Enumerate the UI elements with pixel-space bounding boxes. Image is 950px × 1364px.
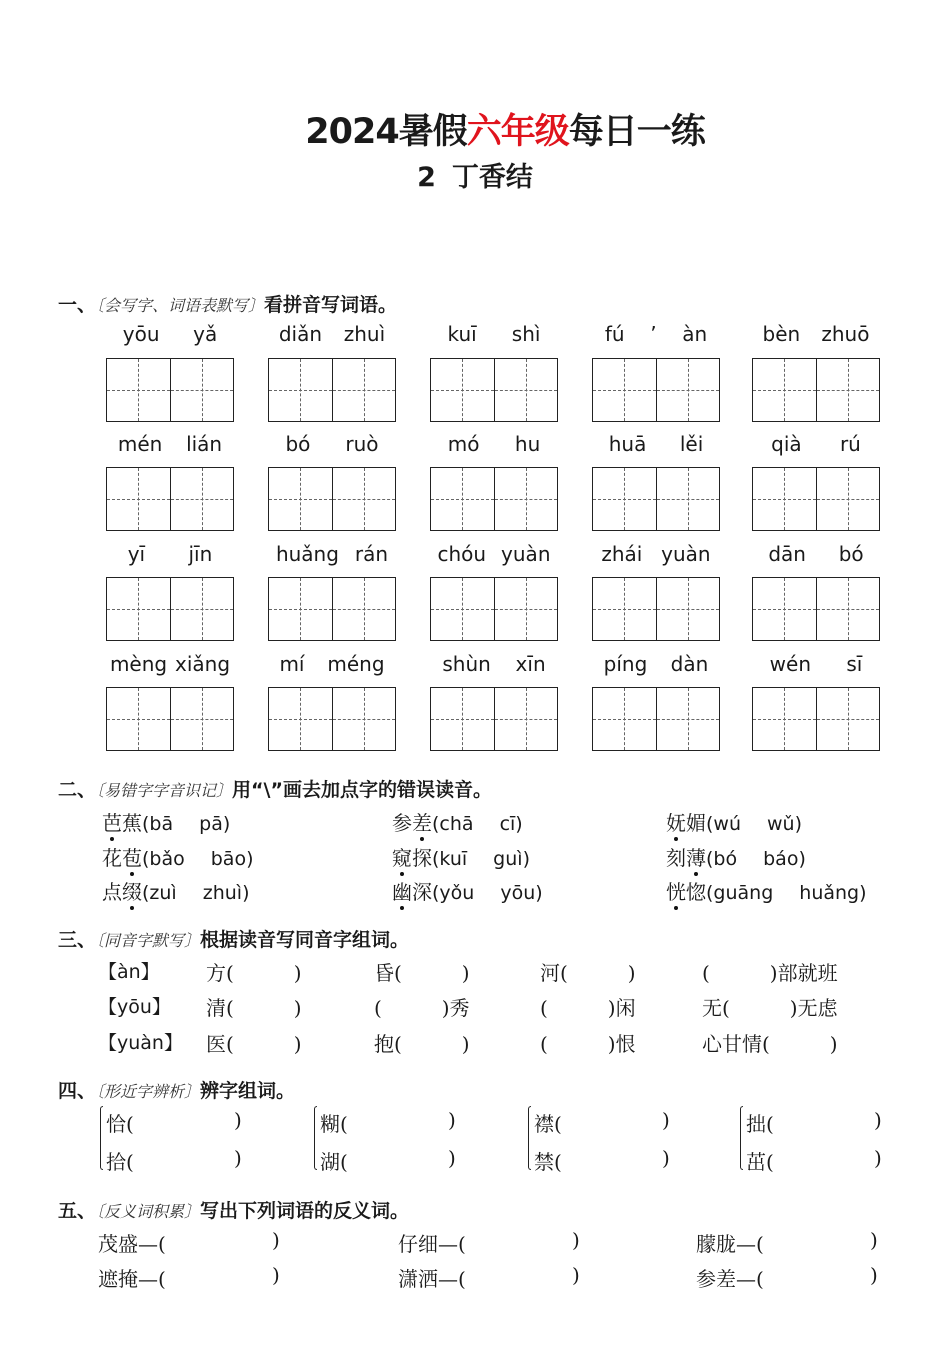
char: 差 bbox=[412, 807, 432, 836]
antonym-blank[interactable]: 仔细—( bbox=[398, 1232, 466, 1256]
pinyin-syllable: fú bbox=[604, 322, 625, 346]
paren-close: ) bbox=[222, 813, 231, 835]
pinyin-syllable: zhuō bbox=[821, 322, 870, 346]
grid-cell[interactable] bbox=[431, 578, 494, 640]
pinyin-syllable: xīn bbox=[515, 652, 546, 676]
grid-cell[interactable] bbox=[431, 688, 494, 750]
grid-cell[interactable] bbox=[753, 578, 816, 640]
paren-close: ) bbox=[448, 1108, 456, 1132]
pinyin-syllable: bó bbox=[285, 432, 311, 456]
writing-grid[interactable] bbox=[752, 687, 880, 751]
writing-grid[interactable] bbox=[430, 577, 558, 641]
section-1-heading: 一、〔会写字、词语表默写〕看拼音写词语。 bbox=[58, 294, 398, 316]
writing-grid[interactable] bbox=[268, 467, 396, 531]
grid-cell[interactable] bbox=[269, 359, 332, 421]
pinyin-option[interactable]: bǎo bbox=[149, 848, 185, 870]
brace bbox=[528, 1106, 531, 1170]
fill-in-blank[interactable]: 清( ) bbox=[206, 996, 302, 1020]
pinyin-option[interactable]: wú bbox=[713, 813, 742, 835]
fill-in-blank[interactable]: ( )恨 bbox=[540, 1032, 636, 1056]
fill-in-blank[interactable]: 方( ) bbox=[206, 961, 302, 985]
pinyin-label bbox=[106, 542, 234, 566]
paren-open: ( bbox=[142, 813, 150, 835]
pinyin-option[interactable]: wǔ bbox=[767, 813, 795, 835]
grid-cell[interactable] bbox=[753, 688, 816, 750]
grid-cell[interactable] bbox=[269, 688, 332, 750]
pinyin-label bbox=[268, 322, 396, 346]
pinyin-syllable: rán bbox=[354, 542, 389, 566]
paren-close: ) bbox=[448, 1146, 456, 1170]
pinyin-option[interactable]: zuì bbox=[149, 882, 177, 904]
writing-grid[interactable] bbox=[430, 358, 558, 422]
paren-close: ) bbox=[859, 882, 867, 904]
pinyin-label bbox=[430, 322, 558, 346]
word-blank[interactable]: 糊( bbox=[320, 1112, 348, 1136]
char: 参 bbox=[392, 811, 412, 835]
fill-in-blank[interactable]: 无( )无虑 bbox=[702, 996, 838, 1020]
writing-grid[interactable] bbox=[106, 687, 234, 751]
grid-cell[interactable] bbox=[753, 468, 816, 530]
pinyin-option[interactable]: zhuì bbox=[202, 882, 243, 904]
grid-cell[interactable] bbox=[170, 359, 234, 421]
page-title bbox=[0, 104, 950, 154]
char: 缀 bbox=[122, 876, 142, 905]
grid-cell[interactable] bbox=[816, 688, 880, 750]
pinyin-label bbox=[752, 432, 880, 456]
fill-in-blank[interactable]: 医( ) bbox=[206, 1032, 302, 1056]
pinyin-syllable: jīn bbox=[188, 542, 213, 566]
pinyin-label bbox=[268, 542, 396, 566]
lesson-title bbox=[0, 155, 950, 194]
paren-close: ) bbox=[535, 882, 543, 904]
paren-close: ) bbox=[798, 848, 806, 870]
pinyin-label bbox=[268, 432, 396, 456]
title-grade: 六年级 bbox=[466, 112, 569, 152]
grid-cell[interactable] bbox=[107, 468, 170, 530]
pinyin-syllable: ruò bbox=[345, 432, 379, 456]
paren-close: ) bbox=[870, 1263, 878, 1287]
pinyin-syllable: mèng bbox=[109, 652, 168, 676]
pinyin-syllable: lián bbox=[186, 432, 223, 456]
grid-cell[interactable] bbox=[494, 578, 558, 640]
paren-close: ) bbox=[242, 882, 250, 904]
grid-cell[interactable] bbox=[332, 359, 396, 421]
fill-in-blank[interactable]: ( )闲 bbox=[540, 996, 636, 1020]
pinyin-syllable: yǎ bbox=[193, 322, 218, 346]
writing-grid[interactable] bbox=[430, 687, 558, 751]
char: 蕉 bbox=[122, 811, 142, 835]
writing-grid[interactable] bbox=[592, 467, 720, 531]
pinyin-syllable: lěi bbox=[679, 432, 704, 456]
pinyin-label bbox=[752, 652, 880, 676]
paren-close: ) bbox=[662, 1108, 670, 1132]
paren-close: ) bbox=[515, 813, 523, 835]
word-pronunciation bbox=[392, 876, 543, 905]
writing-grid[interactable] bbox=[106, 577, 234, 641]
paren-close: ) bbox=[234, 1108, 242, 1132]
word-pronunciation bbox=[102, 876, 249, 905]
word-blank[interactable]: 茁( bbox=[746, 1150, 774, 1174]
pinyin-label bbox=[106, 652, 234, 676]
pinyin-syllable: bó bbox=[838, 542, 864, 566]
grid-cell[interactable] bbox=[494, 359, 558, 421]
pinyin-syllable: chóu bbox=[437, 542, 487, 566]
pinyin-label bbox=[430, 652, 558, 676]
pinyin-syllable: zhuì bbox=[343, 322, 386, 346]
pinyin-syllable: kuī bbox=[447, 322, 477, 346]
pinyin-option[interactable]: chā bbox=[439, 813, 474, 835]
pinyin-option[interactable]: kuī bbox=[439, 848, 468, 870]
char: 苞 bbox=[122, 842, 142, 871]
grid-cell[interactable] bbox=[816, 578, 880, 640]
char: 恍 bbox=[666, 876, 686, 905]
pinyin-label bbox=[268, 652, 396, 676]
pinyin-syllable: mén bbox=[117, 432, 163, 456]
paren-close: ) bbox=[874, 1108, 882, 1132]
word-blank[interactable]: 湖( bbox=[320, 1150, 348, 1174]
paren-close: ) bbox=[234, 1146, 242, 1170]
pinyin-syllable: píng bbox=[603, 652, 648, 676]
paren-open: ( bbox=[706, 813, 714, 835]
grid-cell[interactable] bbox=[816, 359, 880, 421]
pinyin-label: 【yōu】 bbox=[98, 996, 171, 1018]
paren-close: ) bbox=[662, 1146, 670, 1170]
grid-cell[interactable] bbox=[656, 359, 720, 421]
pinyin-syllable: diǎn bbox=[278, 322, 323, 346]
pinyin-syllable: zhái bbox=[601, 542, 643, 566]
grid-cell[interactable] bbox=[170, 468, 234, 530]
pinyin-syllable: yuàn bbox=[501, 542, 551, 566]
pinyin-syllable: dān bbox=[768, 542, 806, 566]
lesson-name: 丁香结 bbox=[451, 162, 533, 193]
pinyin-label bbox=[592, 652, 720, 676]
paren-close: ) bbox=[794, 813, 803, 835]
grid-cell[interactable] bbox=[431, 468, 494, 530]
fill-in-blank[interactable]: ( )秀 bbox=[374, 996, 470, 1020]
char: 妩 bbox=[666, 807, 686, 836]
writing-grid[interactable] bbox=[752, 467, 880, 531]
word-blank[interactable]: 禁( bbox=[534, 1150, 562, 1174]
paren-close: ) bbox=[870, 1228, 878, 1252]
antonym-blank[interactable]: 茂盛—( bbox=[98, 1232, 166, 1256]
title-suffix: 每日一练 bbox=[568, 112, 705, 152]
pinyin-syllable: bèn bbox=[762, 322, 801, 346]
paren-close: ) bbox=[246, 848, 254, 870]
fill-in-blank[interactable]: 抱( ) bbox=[374, 1032, 470, 1056]
title-year: 2024暑假 bbox=[305, 112, 467, 152]
word-pronunciation bbox=[102, 807, 230, 836]
pinyin-syllable: shì bbox=[511, 322, 541, 346]
pinyin-option[interactable]: báo bbox=[763, 848, 799, 870]
word-pronunciation bbox=[666, 842, 806, 871]
char: 薄 bbox=[686, 842, 706, 871]
word-pronunciation bbox=[666, 876, 867, 905]
word-pronunciation bbox=[392, 842, 530, 871]
pinyin-option[interactable]: cī bbox=[499, 813, 516, 835]
pinyin-syllable: xiǎng bbox=[175, 652, 231, 676]
pinyin-syllable: wén bbox=[769, 652, 811, 676]
writing-grid[interactable] bbox=[268, 687, 396, 751]
brace bbox=[314, 1106, 317, 1170]
writing-grid[interactable] bbox=[592, 577, 720, 641]
word-blank[interactable]: 襟( bbox=[534, 1112, 562, 1136]
pinyin-option[interactable]: bā bbox=[149, 813, 174, 835]
pinyin-syllable: huǎng bbox=[275, 542, 339, 566]
grid-cell[interactable] bbox=[431, 359, 494, 421]
char: 窥 bbox=[392, 842, 412, 871]
grid-cell[interactable] bbox=[656, 578, 720, 640]
section-3-heading: 三、〔同音字默写〕根据读音写同音字组词。 bbox=[58, 929, 410, 951]
char: 刻 bbox=[666, 846, 686, 870]
paren-open: ( bbox=[706, 848, 714, 870]
grid-cell[interactable] bbox=[107, 688, 170, 750]
pinyin-syllable: yuàn bbox=[661, 542, 711, 566]
char: 惚 bbox=[686, 880, 706, 904]
pinyin-label bbox=[106, 432, 234, 456]
grid-cell[interactable] bbox=[593, 359, 656, 421]
fill-in-blank[interactable]: 河( ) bbox=[540, 961, 636, 985]
grid-cell[interactable] bbox=[269, 578, 332, 640]
word-pronunciation bbox=[102, 842, 254, 871]
grid-cell[interactable] bbox=[494, 468, 558, 530]
pinyin-label: 【yuàn】 bbox=[98, 1032, 183, 1054]
pinyin-label bbox=[752, 322, 880, 346]
pinyin-option[interactable]: pā bbox=[199, 813, 223, 835]
pinyin-syllable: yī bbox=[127, 542, 146, 566]
fill-in-blank[interactable]: 昏( ) bbox=[374, 961, 470, 985]
pinyin-syllable: rú bbox=[839, 432, 861, 456]
antonym-blank[interactable]: 参差—( bbox=[696, 1267, 764, 1291]
grid-cell[interactable] bbox=[332, 688, 396, 750]
antonym-blank[interactable]: 朦胧—( bbox=[696, 1232, 764, 1256]
pinyin-syllable: àn bbox=[682, 322, 708, 346]
paren-close: ) bbox=[874, 1146, 882, 1170]
pinyin-option[interactable]: huǎng bbox=[799, 882, 860, 904]
pinyin-option[interactable]: bāo bbox=[210, 848, 247, 870]
writing-grid[interactable] bbox=[752, 577, 880, 641]
writing-grid[interactable] bbox=[268, 577, 396, 641]
word-pronunciation bbox=[392, 807, 523, 836]
writing-grid[interactable] bbox=[106, 467, 234, 531]
grid-cell[interactable] bbox=[107, 359, 170, 421]
brace bbox=[100, 1106, 103, 1170]
paren-close: ) bbox=[572, 1228, 580, 1252]
char: 探 bbox=[412, 846, 432, 870]
pinyin-label bbox=[752, 542, 880, 566]
pinyin-syllable: dàn bbox=[670, 652, 709, 676]
pinyin-syllable: mí bbox=[279, 652, 305, 676]
fill-in-blank[interactable]: ( )部就班 bbox=[702, 961, 838, 985]
grid-cell[interactable] bbox=[170, 578, 234, 640]
pinyin-syllable: hu bbox=[514, 432, 541, 456]
char: 花 bbox=[102, 846, 122, 870]
pinyin-syllable: huā bbox=[608, 432, 647, 456]
paren-close: ) bbox=[572, 1263, 580, 1287]
grid-cell[interactable] bbox=[816, 468, 880, 530]
paren-open: ( bbox=[706, 882, 714, 904]
pinyin-option[interactable]: yōu bbox=[500, 882, 536, 904]
word-blank[interactable]: 拾( bbox=[106, 1150, 134, 1174]
grid-cell[interactable] bbox=[269, 468, 332, 530]
pinyin-option[interactable]: bó bbox=[713, 848, 738, 870]
paren-close: ) bbox=[272, 1228, 280, 1252]
grid-cell[interactable] bbox=[170, 688, 234, 750]
writing-grid[interactable] bbox=[592, 358, 720, 422]
word-pronunciation bbox=[666, 807, 802, 836]
pinyin-syllable: qià bbox=[771, 432, 802, 456]
grid-cell[interactable] bbox=[107, 578, 170, 640]
pinyin-label bbox=[592, 322, 720, 346]
grid-cell[interactable] bbox=[494, 688, 558, 750]
char: 深 bbox=[412, 880, 432, 904]
pinyin-option[interactable]: guì bbox=[493, 848, 523, 870]
grid-cell[interactable] bbox=[593, 578, 656, 640]
pinyin-label bbox=[430, 542, 558, 566]
pinyin-option[interactable]: guāng bbox=[713, 882, 774, 904]
grid-cell[interactable] bbox=[593, 468, 656, 530]
grid-cell[interactable] bbox=[593, 688, 656, 750]
paren-close: ) bbox=[272, 1263, 280, 1287]
pinyin-label bbox=[592, 542, 720, 566]
lesson-number: 2 bbox=[417, 162, 436, 193]
fill-in-blank[interactable]: 心甘情( ) bbox=[702, 1032, 838, 1056]
char: 媚 bbox=[686, 811, 706, 835]
grid-cell[interactable] bbox=[332, 468, 396, 530]
pinyin-syllable: sī bbox=[846, 652, 863, 676]
paren-open: ( bbox=[142, 882, 150, 904]
writing-grid[interactable] bbox=[268, 358, 396, 422]
paren-open: ( bbox=[142, 848, 150, 870]
pinyin-label: 【àn】 bbox=[98, 961, 160, 983]
pinyin-syllable: shùn bbox=[442, 652, 491, 676]
paren-open: ( bbox=[432, 882, 440, 904]
grid-cell[interactable] bbox=[753, 359, 816, 421]
writing-grid[interactable] bbox=[752, 358, 880, 422]
writing-grid[interactable] bbox=[106, 358, 234, 422]
grid-cell[interactable] bbox=[656, 688, 720, 750]
char: 点 bbox=[102, 880, 122, 904]
pinyin-syllable: mó bbox=[447, 432, 480, 456]
section-4-heading: 四、〔形近字辨析〕辨字组词。 bbox=[58, 1080, 296, 1102]
char: 幽 bbox=[392, 876, 412, 905]
char: 芭 bbox=[102, 807, 122, 836]
pinyin-label bbox=[592, 432, 720, 456]
pinyin-label bbox=[430, 432, 558, 456]
paren-open: ( bbox=[432, 848, 440, 870]
pinyin-option[interactable]: yǒu bbox=[439, 882, 475, 904]
pinyin-label bbox=[106, 322, 234, 346]
pinyin-syllable: ’ bbox=[650, 322, 657, 346]
grid-cell[interactable] bbox=[332, 578, 396, 640]
pinyin-syllable: yōu bbox=[122, 322, 160, 346]
writing-grid[interactable] bbox=[592, 687, 720, 751]
grid-cell[interactable] bbox=[656, 468, 720, 530]
writing-grid[interactable] bbox=[430, 467, 558, 531]
paren-close: ) bbox=[522, 848, 530, 870]
antonym-blank[interactable]: 遮掩—( bbox=[98, 1267, 166, 1291]
antonym-blank[interactable]: 潇洒—( bbox=[398, 1267, 466, 1291]
section-2-heading: 二、〔易错字字音识记〕用“\”画去加点字的错误读音。 bbox=[58, 779, 492, 801]
paren-open: ( bbox=[432, 813, 440, 835]
brace bbox=[740, 1106, 743, 1170]
section-5-heading: 五、〔反义词积累〕写出下列词语的反义词。 bbox=[58, 1200, 410, 1222]
pinyin-syllable: méng bbox=[327, 652, 385, 676]
word-blank[interactable]: 恰( bbox=[106, 1112, 134, 1136]
word-blank[interactable]: 拙( bbox=[746, 1112, 774, 1136]
